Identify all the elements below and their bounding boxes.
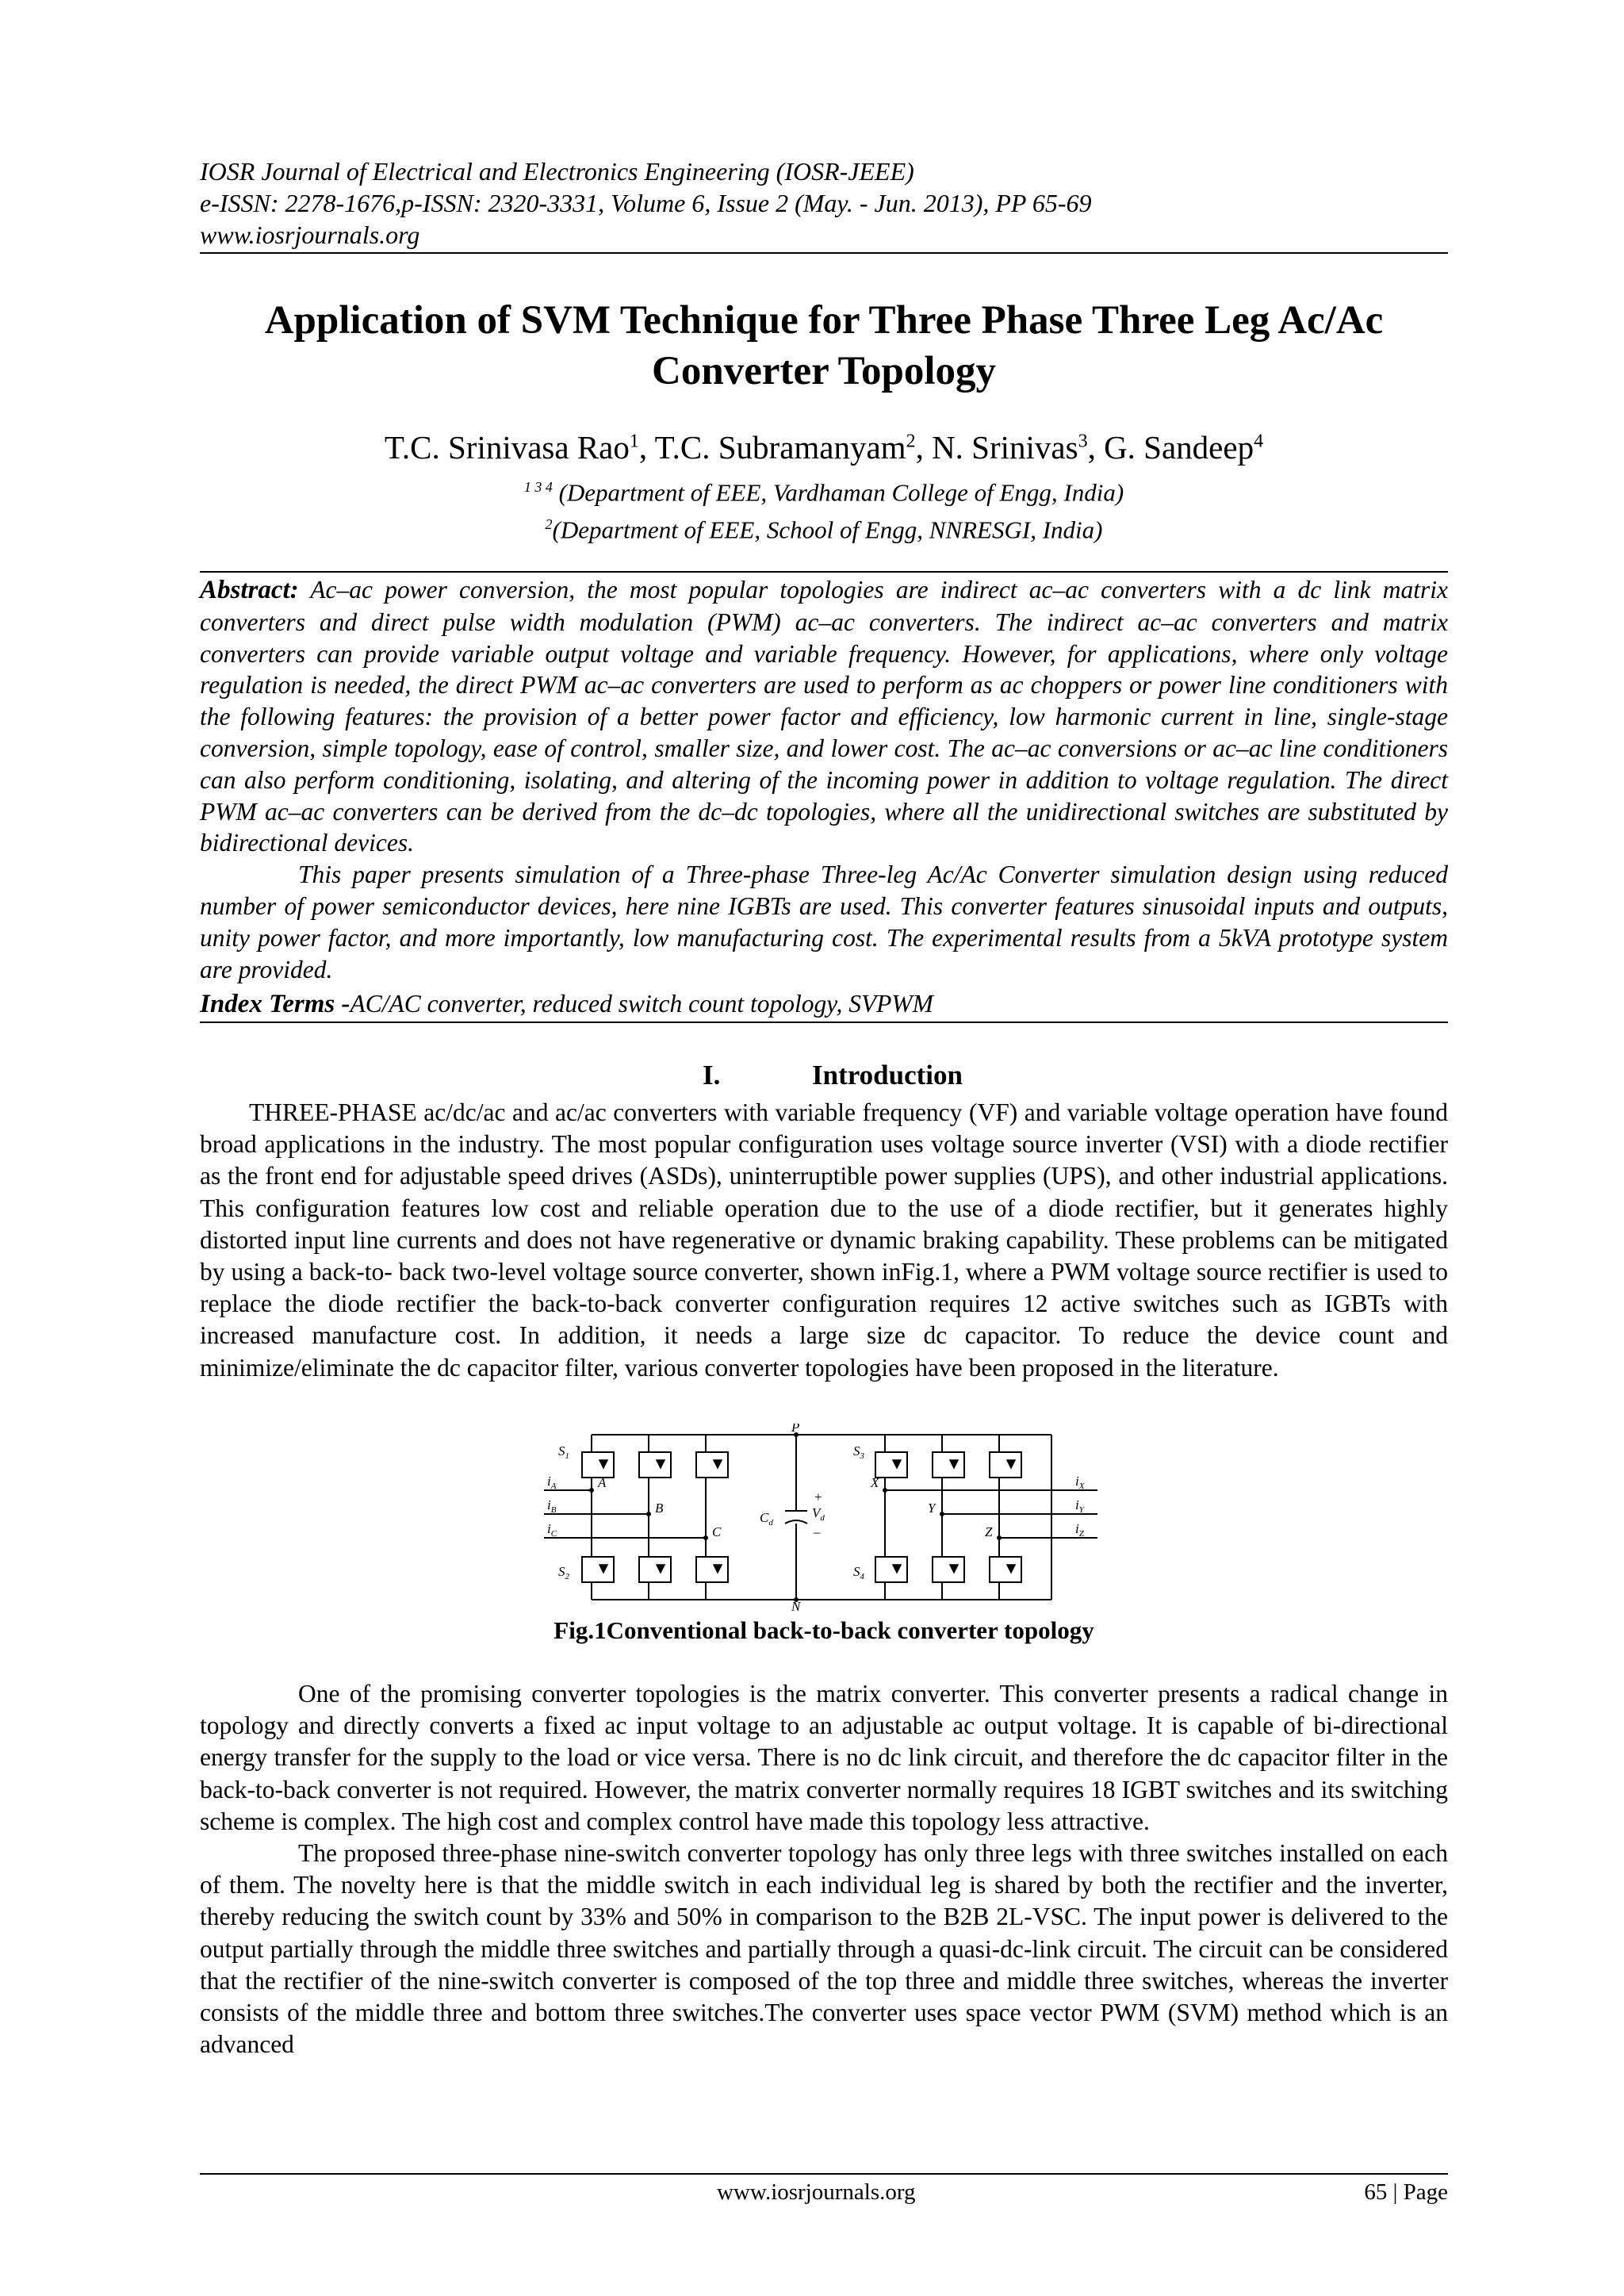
igbt-s3-icon <box>875 1452 907 1478</box>
body-para-1: One of the promising converter topologies is the matrix converter. This converter presents a radical change in topology and directly converts a fixed ac input voltage to an adjustable ac output voltage. It is capable of bi-directional energy transfer for the supply to the load or vice versa. There is no dc link circuit, and therefore the dc capacitor filter in the back-to-back converter is not required. However, the matrix converter normally requires 18 IGBT switches and its switching scheme is complex. The high cost and complex control have made this topology less attractive. <box>200 1680 1448 1835</box>
label-p: P <box>791 1424 800 1435</box>
label-s4: $S_4$ <box>853 1564 864 1581</box>
section-title: Introduction <box>812 1060 963 1091</box>
label-ix: $i_X$ <box>1075 1474 1085 1491</box>
node-y <box>940 1512 944 1516</box>
label-ia: $i_A$ <box>547 1474 557 1491</box>
label-n: N <box>791 1599 801 1611</box>
label-y: Y <box>928 1501 936 1516</box>
label-s3: $S_3$ <box>853 1443 864 1461</box>
igbt-bottom-b-icon <box>639 1557 671 1582</box>
author-1: T.C. Srinivasa Rao$^1$, <box>384 428 655 466</box>
author-list <box>200 422 1448 466</box>
igbt-s4-icon <box>875 1557 907 1582</box>
title-line-1: Application of SVM Technique for Three Phase Three Leg Ac/Ac <box>264 298 1384 343</box>
index-terms-text: AC/AC converter, reduced switch count topology, SVPWM <box>350 990 933 1018</box>
author-4: G. Sandeep$^4$ <box>1104 428 1264 466</box>
abstract-top-rule <box>200 571 1448 573</box>
affiliation-1: $^{1 3 4}$ (Department of EEE, Vardhaman College of Engg, India) <box>523 478 1124 507</box>
footer-rule <box>200 2173 1448 2175</box>
label-a: A <box>598 1475 607 1490</box>
journal-header <box>200 155 1448 251</box>
index-terms-label: Index Terms - <box>200 990 350 1018</box>
abstract-label: Abstract: <box>200 576 299 604</box>
title-line-2: Converter Topology <box>652 349 996 393</box>
label-z: Z <box>985 1524 993 1539</box>
node-a <box>589 1488 594 1493</box>
igbt-top-y-icon <box>933 1452 964 1478</box>
affiliation-2: $^2$(Department of EEE, School of Engg, NNRESGI, India) <box>545 516 1103 544</box>
node-b <box>646 1512 651 1516</box>
index-terms <box>200 988 1448 1020</box>
igbt-top-b-icon <box>639 1452 671 1478</box>
label-iy: $i_Y$ <box>1075 1497 1084 1515</box>
node-c <box>703 1535 708 1540</box>
affiliations <box>200 471 1448 546</box>
intro-text <box>200 1097 1448 1384</box>
igbt-s1-icon <box>582 1452 614 1478</box>
node-z <box>997 1535 1002 1540</box>
abstract <box>200 574 1448 985</box>
footer-page-number: 65 | Page <box>1364 2179 1448 2205</box>
author-2: T.C. Subramanyam$^2$, <box>654 428 933 466</box>
igbt-top-z-icon <box>990 1452 1021 1478</box>
body-text <box>200 1678 1448 2060</box>
node-x <box>883 1488 887 1493</box>
body-para-2: The proposed three-phase nine-switch converter topology has only three legs with three switches installed on each of them. The novelty here is that the middle switch in each individual leg is shared by both the rectifier and the inverter, thereby reducing the switch count by 33% and 50% in comparison to the B2B 2L-VSC. The input power is delivered to the output partially through the middle three switches and partially through a quasi-dc-link circuit. The circuit can be considered that the rectifier of the nine-switch converter is composed of the top three and middle three switches, whereas the inverter consists of the middle three and bottom three switches.The converter uses space vector PWM (SVM) method which is an advanced <box>200 1839 1448 2059</box>
igbt-s2-icon <box>582 1557 614 1582</box>
intro-para-1: THREE-PHASE ac/dc/ac and ac/ac converters with variable frequency (VF) and variable voltage operation have found broad applications in the industry. The most popular configuration uses voltage source inverter (VSI) with a diode rectifier as the front end for adjustable speed drives (ASDs), uninterruptible power supplies (UPS), and other industrial applications. This configuration features low cost and reliable operation due to the use of a diode rectifier, but it generates highly distorted input line currents and does not have regenerative or dynamic braking capability. These problems can be mitigated by using a back-to- back two-level voltage source converter, shown inFig.1, where a PWM voltage source rectifier is used to replace the diode rectifier the back-to-back converter configuration requires 12 active switches such as IGBTs with increased manufacture cost. In addition, it needs a large size dc capacitor. To reduce the device count and minimize/eliminate the dc capacitor filter, various converter topologies have been proposed in the literature. <box>200 1098 1448 1382</box>
abstract-para-1: Abstract: Ac–ac power conversion, the most popular topologies are indirect ac–ac converters with a dc link matrix converters and direct pulse width modulation (PWM) ac–ac converters. The indirect ac–ac converters and matrix converters can provide variable output voltage and variable frequency. However, for applications, where only voltage regulation is needed, the direct PWM ac–ac converters are used to perform as ac choppers or power line conditioners with the following features: the provision of a better power factor and efficiency, low harmonic current in line, single-stage conversion, simple topology, ease of control, smaller size, and lower cost. The ac–ac conversions or ac–ac line conditioners can also perform conditioning, isolating, and altering of the incoming power in addition to voltage regulation. The direct PWM ac–ac converters can be derived from the dc–dc topologies, where all the unidirectional switches are substituted by bidirectional devices. <box>200 576 1448 857</box>
header-rule <box>200 252 1448 254</box>
paper-title <box>200 295 1448 397</box>
journal-name: IOSR Journal of Electrical and Electronics Engineering (IOSR-JEEE) <box>200 157 914 186</box>
label-iz: $i_Z$ <box>1075 1521 1084 1539</box>
section-number: I. <box>703 1060 721 1091</box>
journal-issn: e-ISSN: 2278-1676,p-ISSN: 2320-3331, Volume 6, Issue 2 (May. - Jun. 2013), PP 65-69 <box>200 189 1092 217</box>
label-vd: $V_d$ <box>812 1505 825 1523</box>
abstract-para-2: This paper presents simulation of a Three-phase Three-leg Ac/Ac Converter simulation design using reduced number of power semiconductor devices, here nine IGBTs are used. This converter features sinusoidal inputs and outputs, unity power factor, and more importantly, low manufacturing cost. The experimental results from a 5kVA prototype system are provided. <box>200 861 1448 983</box>
label-ic: $i_C$ <box>547 1521 557 1539</box>
cap-plate-bottom <box>785 1520 807 1524</box>
label-minus: – <box>814 1524 821 1539</box>
label-ib: $i_B$ <box>547 1497 557 1515</box>
igbt-bottom-c-icon <box>696 1557 728 1582</box>
label-s2: $S_2$ <box>558 1564 569 1581</box>
label-plus: + <box>814 1489 823 1504</box>
label-s1: $S_1$ <box>558 1443 569 1461</box>
figure-1-caption: Fig.1Conventional back-to-back converter topology <box>553 1616 1094 1644</box>
abstract-bottom-rule <box>200 1022 1448 1023</box>
igbt-top-c-icon <box>696 1452 728 1478</box>
footer-url: www.iosrjournals.org <box>717 2179 916 2205</box>
label-c: C <box>712 1524 722 1539</box>
label-b: B <box>655 1501 664 1516</box>
label-x: X <box>871 1475 879 1490</box>
figure-1-schematic <box>544 1424 1097 1611</box>
igbt-bottom-z-icon <box>990 1557 1021 1582</box>
label-cd: $C_d$ <box>760 1510 773 1527</box>
journal-website: www.iosrjournals.org <box>200 220 420 249</box>
igbt-bottom-y-icon <box>933 1557 964 1582</box>
author-3: N. Srinivas$^3$, <box>932 428 1105 466</box>
